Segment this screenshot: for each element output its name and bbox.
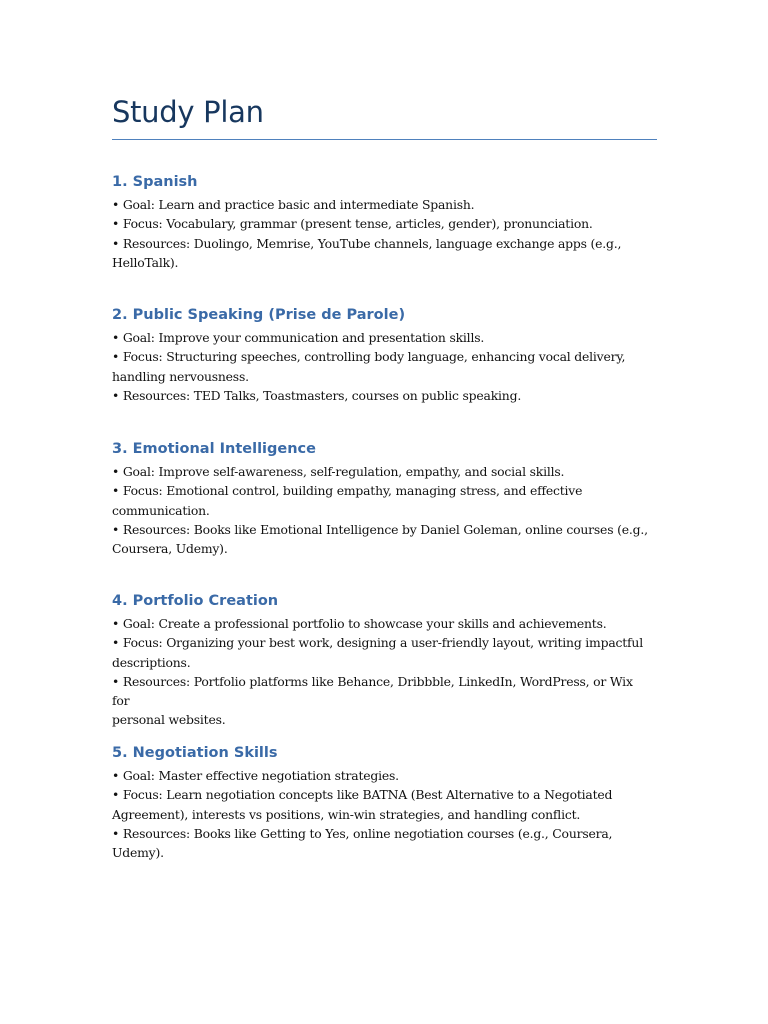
resources-line: • Resources: TED Talks, Toastmasters, courses on public speaking. [112,387,522,403]
section-emotional-intelligence [112,439,652,558]
section-body [112,328,652,405]
resources-line: • Resources: Portfolio platforms like Behance, Dribbble, LinkedIn, WordPress, or Wix for [112,673,633,709]
section-spanish [112,172,652,272]
resources-line: • Resources: Duolingo, Memrise, YouTube channels, language exchange apps (e.g., [112,235,622,251]
resources-line: • Resources: Books like Emotional Intelligence by Daniel Goleman, online courses (e.g., [112,521,648,537]
section-body [112,614,652,730]
resources-line-continued: HelloTalk). [112,254,179,270]
section-portfolio-creation [112,591,652,730]
section-heading: 1. Spanish [112,174,198,190]
section-heading: 2. Public Speaking (Prise de Parole) [112,307,406,323]
focus-line: • Focus: Emotional control, building empathy, managing stress, and effective [112,483,583,499]
resources-line: • Resources: Books like Getting to Yes, online negotiation courses (e.g., Coursera, Udemy). [112,825,613,861]
focus-line-continued: handling nervousness. [112,368,249,384]
goal-line: • Goal: Improve self-awareness, self-regulation, empathy, and social skills. [112,464,565,479]
focus-line-continued: Agreement), interests vs positions, win-win strategies, and handling conflict. [112,806,581,822]
goal-line: • Goal: Improve your communication and presentation skills. [112,330,485,345]
section-negotiation-skills [112,743,652,862]
section-body [112,766,652,862]
goal-line: • Goal: Learn and practice basic and intermediate Spanish. [112,197,475,212]
focus-line: • Focus: Structuring speeches, controlling body language, enhancing vocal delivery, [112,349,626,365]
section-body [112,195,652,272]
section-body [112,462,652,558]
section-heading: 4. Portfolio Creation [112,593,279,609]
section-heading: 5. Negotiation Skills [112,745,278,761]
title-divider [112,139,657,140]
section-heading: 3. Emotional Intelligence [112,441,316,457]
focus-line-continued: communication. [112,502,210,518]
resources-line-continued: Coursera, Udemy). [112,541,228,557]
section-public-speaking [112,305,652,405]
focus-line-continued: descriptions. [112,654,191,670]
goal-line: • Goal: Create a professional portfolio to showcase your skills and achievements. [112,616,607,631]
focus-line: • Focus: Learn negotiation concepts like BATNA (Best Alternative to a Negotiated [112,787,613,803]
resources-line-continued: personal websites. [112,712,226,728]
page-title: Study Plan [112,95,264,129]
focus-line: • Focus: Organizing your best work, designing a user-friendly layout, writing impactful [112,635,643,651]
focus-line: • Focus: Vocabulary, grammar (present tense, articles, gender), pronunciation. [112,216,593,232]
goal-line: • Goal: Master effective negotiation strategies. [112,768,399,783]
